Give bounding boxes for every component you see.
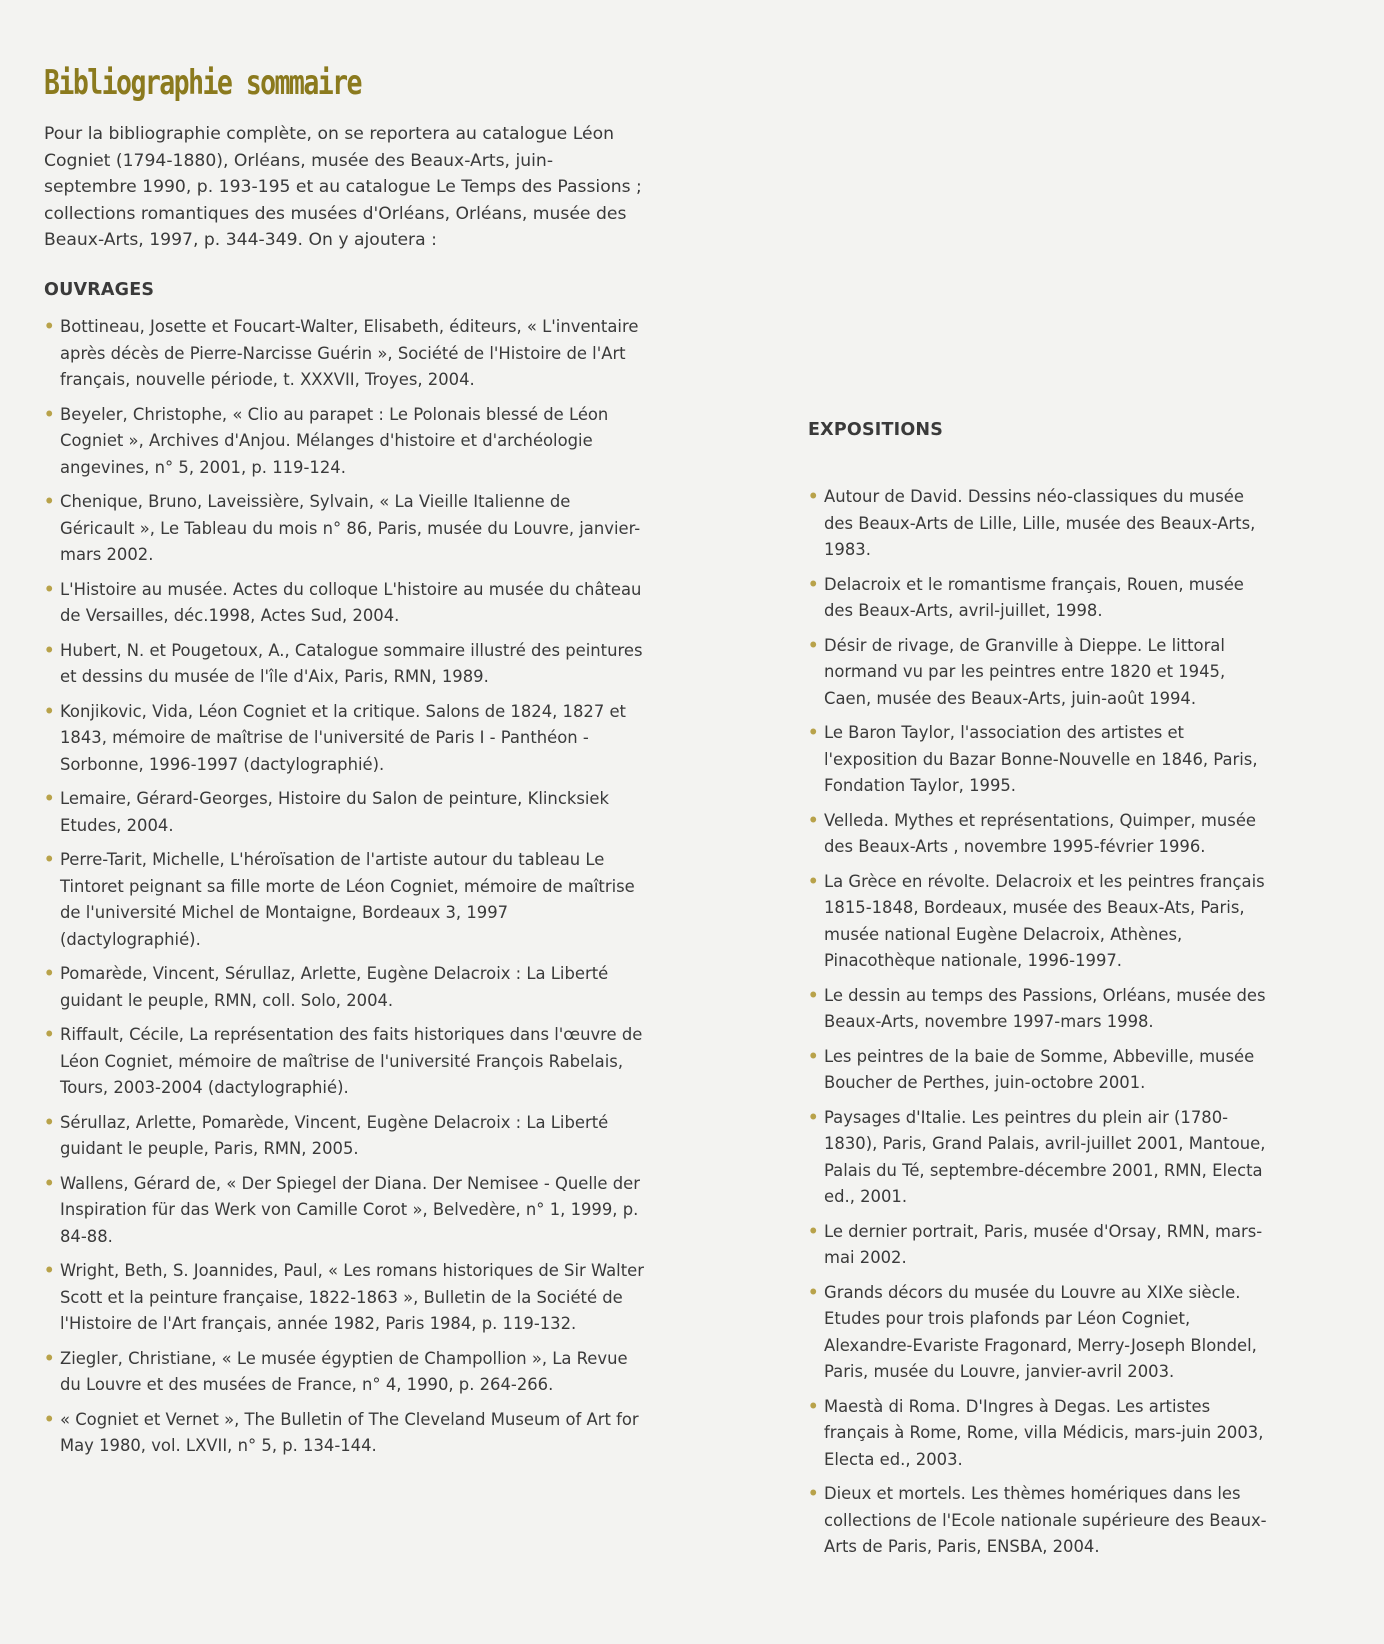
bullet-icon: • bbox=[808, 487, 819, 506]
reference-text: Riffault, Cécile, La représentation des faits historiques dans l'œuvre de Léon Cogniet, mémoire de maîtrise de l'université François Rabelais, Tours, 2003-2004 (dactylographié). bbox=[60, 1025, 643, 1097]
reference-text: Lemaire, Gérard-Georges, Histoire du Salon de peinture, Klincksiek Etudes, 2004. bbox=[60, 789, 609, 835]
bullet-icon: • bbox=[44, 579, 55, 599]
reference-text: Grands décors du musée du Louvre au XIXe siècle. Etudes pour trois plafonds par Léon Cogniet, Alexandre-Evariste Fragonard, Merry-Joseph Blondel, Paris, musée du Louvre, janvier-avril 2003. bbox=[824, 1282, 1257, 1381]
list-item bbox=[808, 633, 1268, 713]
bullet-icon: • bbox=[44, 789, 55, 808]
bullet-icon: • bbox=[44, 492, 55, 511]
list-item bbox=[44, 638, 644, 691]
reference-text: Perre-Tarit, Michelle, L'héroïsation de l'artiste autour du tableau Le Tintoret peignant sa fille morte de Léon Cogniet, mémoire de maîtrise de l'université Michel de Montaigne, Bordeaux 3, 1997 (dactylographié). bbox=[60, 850, 635, 949]
bullet-icon: • bbox=[808, 1107, 819, 1127]
bullet-icon: • bbox=[808, 810, 819, 830]
list-item bbox=[808, 869, 1268, 975]
reference-text: Autour de David. Dessins néo-classiques du musée des Beaux-Arts de Lille, Lille, musée des Beaux-Arts, 1983. bbox=[824, 487, 1256, 559]
reference-text: Le dessin au temps des Passions, Orléans, musée des Beaux-Arts, novembre 1997-mars 1998. bbox=[824, 985, 1266, 1031]
ouvrages-list bbox=[44, 314, 644, 1460]
list-item bbox=[44, 1171, 644, 1251]
reference-text: « Cogniet et Vernet », The Bulletin of The Cleveland Museum of Art for May 1980, vol. LXVII, n° 5, p. 134-144. bbox=[60, 1409, 639, 1455]
list-item bbox=[44, 961, 644, 1014]
reference-text: Dieux et mortels. Les thèmes homériques dans les collections de l'Ecole nationale supérieure des Beaux-Arts de Paris, Paris, ENSBA, 2004. bbox=[824, 1484, 1267, 1556]
bullet-icon: • bbox=[44, 1409, 55, 1429]
reference-text: Delacroix et le romantisme français, Rouen, musée des Beaux-Arts, avril-juillet, 1998. bbox=[824, 574, 1244, 620]
bullet-icon: • bbox=[44, 404, 55, 424]
bullet-icon: • bbox=[808, 635, 819, 655]
list-item bbox=[808, 572, 1268, 625]
bullet-icon: • bbox=[44, 964, 55, 983]
list-item bbox=[44, 314, 644, 394]
list-item bbox=[808, 808, 1268, 861]
reference-text: Désir de rivage, de Granville à Dieppe. Le littoral normand vu par les peintres entre 1820 et 1945, Caen, musée des Beaux-Arts, juin-août 1994. bbox=[824, 635, 1226, 708]
reference-text: Les peintres de la baie de Somme, Abbeville, musée Boucher de Perthes, juin-octobre 2001. bbox=[824, 1046, 1255, 1092]
reference-text: Konjikovic, Vida, Léon Cogniet et la critique. Salons de 1824, 1827 et 1843, mémoire de maîtrise de l'université de Paris I - Panthéon - Sorbonne, 1996-1997 (dactylographié). bbox=[60, 701, 626, 774]
expositions-section bbox=[808, 420, 1268, 1569]
reference-text: Le Baron Taylor, l'association des artistes et l'exposition du Bazar Bonne-Nouvelle en 1846, Paris, Fondation Taylor, 1995. bbox=[824, 723, 1258, 795]
bullet-icon: • bbox=[44, 1112, 55, 1132]
list-item bbox=[44, 577, 644, 630]
reference-text: Paysages d'Italie. Les peintres du plein air (1780-1830), Paris, Grand Palais, avril-juillet 2001, Mantoue, Palais du Té, septembre-décembre 2001, RMN, Electa ed., 2001. bbox=[824, 1107, 1266, 1206]
intro-paragraph: Pour la bibliographie complète, on se reportera au catalogue Léon Cogniet (1794-1880), Orléans, musée des Beaux-Arts, juin-septembre 1990, p. 193-195 et au catalogue Le Temps des Passions ; collections romantiques des musées d'Orléans, Orléans, musée des Beaux-Arts, 1997, p. 344-349. On y ajoutera : bbox=[44, 124, 642, 251]
bullet-icon: • bbox=[44, 640, 55, 660]
bullet-icon: • bbox=[808, 574, 819, 594]
list-item bbox=[808, 720, 1268, 800]
list-item bbox=[808, 1280, 1268, 1386]
list-item bbox=[44, 847, 644, 953]
list-item bbox=[808, 983, 1268, 1036]
bullet-icon: • bbox=[808, 985, 819, 1005]
reference-text: Velleda. Mythes et représentations, Quimper, musée des Beaux-Arts , novembre 1995-février 1996. bbox=[824, 810, 1256, 856]
list-item bbox=[44, 489, 644, 569]
bullet-icon: • bbox=[808, 1221, 819, 1241]
list-item bbox=[44, 402, 644, 482]
reference-text: Le dernier portrait, Paris, musée d'Orsay, RMN, mars-mai 2002. bbox=[824, 1221, 1263, 1267]
ouvrages-section bbox=[44, 280, 644, 1468]
bullet-icon: • bbox=[44, 850, 55, 869]
list-item bbox=[808, 1394, 1268, 1474]
bullet-icon: • bbox=[44, 1173, 55, 1193]
reference-text: Sérullaz, Arlette, Pomarède, Vincent, Eugène Delacroix : La Liberté guidant le peuple, Paris, RMN, 2005. bbox=[60, 1112, 609, 1158]
list-item bbox=[44, 1258, 644, 1338]
reference-text: Wright, Beth, S. Joannides, Paul, « Les romans historiques de Sir Walter Scott et la peinture française, 1822-1863 », Bulletin de la Société de l'Histoire de l'Art français, année 1982, Paris 1984, p. 119-132. bbox=[60, 1261, 644, 1333]
bullet-icon: • bbox=[808, 1396, 819, 1416]
page-title: Bibliographie sommaire bbox=[44, 62, 361, 103]
ouvrages-heading: OUVRAGES bbox=[44, 280, 155, 300]
reference-text: Beyeler, Christophe, « Clio au parapet : Le Polonais blessé de Léon Cogniet », Archives d'Anjou. Mélanges d'histoire et d'archéologie angevines, n° 5, 2001, p. 119-124. bbox=[60, 404, 609, 477]
list-item bbox=[44, 1110, 644, 1163]
list-item bbox=[808, 1044, 1268, 1097]
reference-text: Maestà di Roma. D'Ingres à Degas. Les artistes français à Rome, Rome, villa Médicis, mars-juin 2003, Electa ed., 2003. bbox=[824, 1396, 1264, 1469]
reference-text: La Grèce en révolte. Delacroix et les peintres français 1815-1848, Bordeaux, musée des Beaux-Ats, Paris, musée national Eugène Delacroix, Athènes, Pinacothèque nationale, 1996-1997. bbox=[824, 871, 1265, 970]
list-item bbox=[44, 1407, 644, 1460]
bullet-icon: • bbox=[808, 1046, 819, 1066]
list-item bbox=[44, 1346, 644, 1399]
list-item bbox=[808, 484, 1268, 564]
list-item bbox=[808, 1105, 1268, 1211]
list-item bbox=[808, 1219, 1268, 1272]
bullet-icon: • bbox=[808, 1282, 819, 1302]
reference-text: Chenique, Bruno, Laveissière, Sylvain, « La Vieille Italienne de Géricault », Le Tableau du mois n° 86, Paris, musée du Louvre, janvier-mars 2002. bbox=[60, 492, 641, 564]
expositions-list bbox=[808, 484, 1268, 1561]
reference-text: L'Histoire au musée. Actes du colloque L'histoire au musée du château de Versailles, déc.1998, Actes Sud, 2004. bbox=[60, 579, 642, 625]
list-item bbox=[44, 786, 644, 839]
bullet-icon: • bbox=[808, 1484, 819, 1503]
bullet-icon: • bbox=[808, 871, 819, 891]
bullet-icon: • bbox=[44, 1261, 55, 1280]
bullet-icon: • bbox=[44, 701, 55, 721]
bullet-icon: • bbox=[44, 1348, 55, 1368]
reference-text: Wallens, Gérard de, « Der Spiegel der Diana. Der Nemisee - Quelle der Inspiration für das Werk von Camille Corot », Belvedère, n° 1, 1999, p. 84-88. bbox=[60, 1173, 640, 1246]
reference-text: Hubert, N. et Pougetoux, A., Catalogue sommaire illustré des peintures et dessins du musée de l'île d'Aix, Paris, RMN, 1989. bbox=[60, 640, 643, 686]
bullet-icon: • bbox=[44, 1025, 55, 1044]
list-item bbox=[44, 699, 644, 779]
reference-text: Pomarède, Vincent, Sérullaz, Arlette, Eugène Delacroix : La Liberté guidant le peuple, RMN, coll. Solo, 2004. bbox=[60, 964, 609, 1010]
list-item bbox=[808, 1481, 1268, 1561]
bullet-icon: • bbox=[808, 723, 819, 742]
reference-text: Ziegler, Christiane, « Le musée égyptien de Champollion », La Revue du Louvre et des musées de France, n° 4, 1990, p. 264-266. bbox=[60, 1348, 628, 1394]
reference-text: Bottineau, Josette et Foucart-Walter, Elisabeth, éditeurs, « L'inventaire après décès de Pierre-Narcisse Guérin », Société de l'Histoire de l'Art français, nouvelle période, t. XXXVII, Troyes, 2004. bbox=[60, 317, 639, 389]
expositions-heading: EXPOSITIONS bbox=[808, 420, 944, 440]
list-item bbox=[44, 1022, 644, 1102]
bullet-icon: • bbox=[44, 317, 55, 336]
